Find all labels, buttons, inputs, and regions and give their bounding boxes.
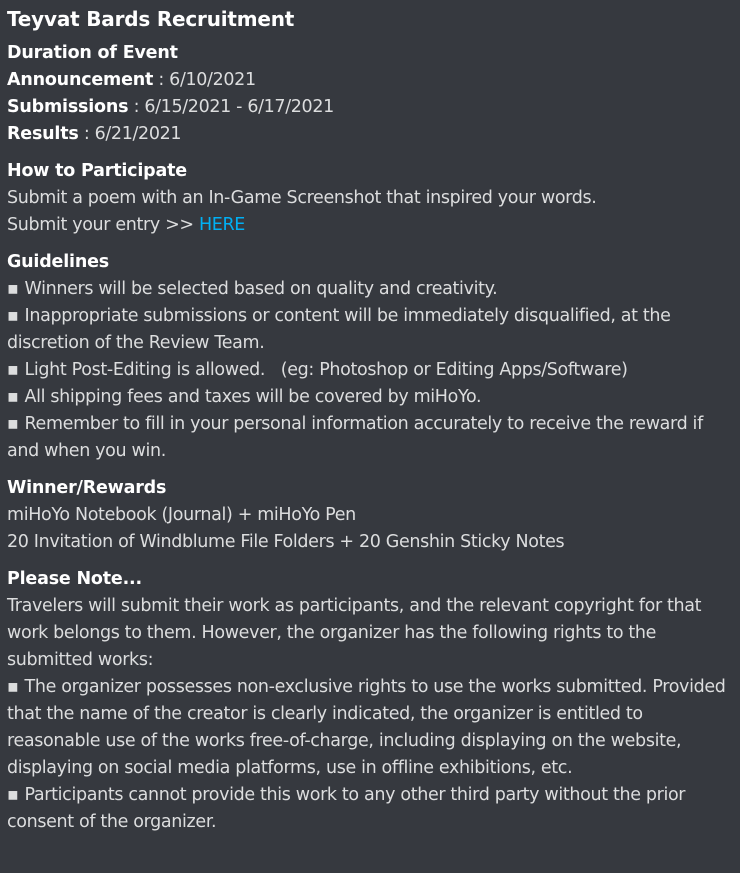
submissions-separator: : [128,97,145,117]
bullet-icon: ▪ [7,279,19,299]
duration-section [7,40,734,148]
rewards-heading: Winner/Rewards [7,478,167,498]
bullet-icon: ▪ [7,387,19,407]
submissions-row [7,94,734,121]
guideline-text: Winners will be selected based on quality and creativity. [24,279,498,299]
duration-heading: Duration of Event [7,43,178,63]
guideline-text: All shipping fees and taxes will be covered by miHoYo. [24,387,482,407]
guideline-text: Light Post-Editing is allowed. (eg: Photoshop or Editing Apps/Software) [24,360,628,380]
guidelines-section [7,249,734,465]
note-item [7,782,734,836]
results-separator: : [78,124,95,144]
note-section [7,566,734,836]
submit-entry-text: Submit your entry >> [7,215,199,235]
results-row [7,121,734,148]
bullet-icon: ▪ [7,785,19,805]
announcement-separator: : [153,70,170,90]
submit-entry-link[interactable]: HERE [198,215,245,235]
guideline-text: Remember to fill in your personal information accurately to receive the reward if and when you win. [7,414,703,461]
guideline-item [7,384,734,411]
submissions-label: Submissions [7,97,129,117]
note-text: Participants cannot provide this work to any other third party without the prior consent of the organizer. [7,785,686,832]
bullet-icon: ▪ [7,360,19,380]
guideline-item [7,357,734,384]
rewards-section [7,475,734,556]
submissions-dates: 6/15/2021 - 6/17/2021 [144,97,334,117]
bullet-icon: ▪ [7,414,19,434]
note-item [7,674,734,782]
participate-section [7,158,734,239]
guidelines-heading: Guidelines [7,252,109,272]
guideline-item [7,276,734,303]
note-intro: Travelers will submit their work as participants, and the relevant copyright for that work belongs to them. However, the organizer has the following rights to the submitted works: [7,596,702,670]
reward-item: miHoYo Notebook (Journal) + miHoYo Pen [7,505,356,525]
guideline-text: Inappropriate submissions or content will be immediately disqualified, at the discretion of the Review Team. [7,306,671,353]
announcement-date: 6/10/2021 [169,70,256,90]
submit-entry-row [7,212,734,239]
participate-heading: How to Participate [7,161,187,181]
participate-instructions: Submit a poem with an In-Game Screenshot that inspired your words. [7,188,597,208]
results-date: 6/21/2021 [94,124,182,144]
embed-title: Teyvat Bards Recruitment [7,7,295,31]
results-label: Results [7,124,79,144]
note-text: The organizer possesses non-exclusive rights to use the works submitted. Provided that the name of the creator is clearly indicated, the organizer is entitled to reasonable use of the works free-of-charge, including displaying on the website, displaying on social media platforms, use in offline exhibitions, etc. [7,677,726,778]
bullet-icon: ▪ [7,306,19,326]
guideline-item [7,303,734,357]
note-heading: Please Note... [7,569,142,589]
guideline-item [7,411,734,465]
bullet-icon: ▪ [7,677,19,697]
announcement-label: Announcement [7,70,154,90]
reward-item: 20 Invitation of Windblume File Folders + 20 Genshin Sticky Notes [7,532,565,552]
announcement-row [7,67,734,94]
